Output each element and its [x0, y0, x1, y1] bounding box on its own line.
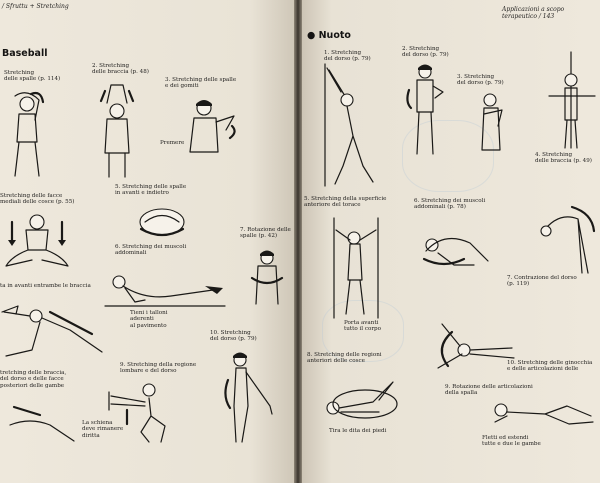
- note-tira-dita: Tira le dita dei piedi: [329, 428, 387, 434]
- caption-nuoto-10: 10. Stretching delle ginocchia e delle articolazioni delle: [507, 360, 593, 373]
- caption-nuoto-9: 9. Rotazione delle articolazioni della spalla: [445, 384, 533, 397]
- note-back-straight: La schiena deve rimanere diritta: [82, 420, 124, 439]
- section-title-nuoto: ● Nuoto: [307, 30, 351, 41]
- right-page: [302, 0, 600, 483]
- figure-shoulder-rotation: [248, 248, 286, 306]
- caption-nuoto-6: 6. Stretching dei muscoli addominali (p. 78): [414, 198, 486, 211]
- caption-nuoto-3: 3. Stretching del dorso (p. 79): [457, 74, 504, 87]
- note-porta-avanti: Porta avanti tutto il corpo: [344, 320, 381, 333]
- figure-arms-forward-lunge: [0, 300, 110, 360]
- caption-nuoto-2: 2. Stretching del dorso (p. 79): [402, 46, 449, 59]
- figure-nuoto-7: [538, 205, 596, 275]
- figure-shoulder-stretch: [5, 90, 50, 180]
- figure-arms-back-legs: [10, 395, 80, 445]
- figure-nuoto-6: [414, 225, 494, 270]
- caption-shoulder-elbow-stretch: 3. Stretching delle spalle e dei gomiti: [165, 77, 237, 90]
- caption-shoulder-rotation: 7. Rotazione delle spalle (p. 42): [240, 227, 291, 240]
- figure-shoulder-elbow-press: [180, 96, 240, 166]
- left-running-header: / Sfruttu + Stretching: [2, 3, 69, 10]
- figure-nuoto-4: [547, 50, 597, 150]
- right-running-header: Applicazioni a scopo terapeutico / 143: [502, 6, 565, 20]
- figure-back-stretch: [222, 350, 277, 445]
- caption-inner-thigh-stretch: Stretching delle facce mediali delle cosce (p. 55): [0, 193, 75, 206]
- figure-nuoto-8: [317, 372, 407, 422]
- caption-nuoto-5: 5. Stretching della superficie anteriore del torace: [304, 196, 387, 209]
- figure-lumbar-squat: [105, 380, 180, 445]
- caption-nuoto-1: 1. Stretching del dorso (p. 79): [324, 50, 371, 63]
- figure-nuoto-9: [432, 318, 527, 378]
- figure-arm-stretch: [95, 83, 140, 178]
- figure-abdominal-stretch: [105, 266, 225, 311]
- note-heels-flat: Tieni i talloni aderenti al pavimento: [130, 310, 168, 329]
- caption-nuoto-4: 4. Stretching delle braccia (p. 49): [535, 152, 592, 165]
- figure-inner-thigh: [2, 212, 72, 272]
- caption-back-stretch-10: 10. Stretching del dorso (p. 79): [210, 330, 257, 343]
- caption-arms-back-legs: tretching delle braccia, del dorso e delle facce posteriori delle gambe: [0, 370, 67, 389]
- caption-shoulder-forward-back: 5. Stretching delle spalle in avanti e indietro: [115, 184, 187, 197]
- figure-shoulder-forward-back: [135, 205, 190, 240]
- caption-arms-forward: ta in avanti entrambe le braccia: [0, 283, 91, 289]
- section-title-nuoto-text: Nuoto: [318, 30, 351, 41]
- figure-nuoto-2: [405, 62, 445, 157]
- figure-nuoto-10: [487, 392, 597, 434]
- note-premere: Premere: [160, 140, 185, 146]
- figure-nuoto-1: [317, 62, 377, 187]
- caption-nuoto-7: 7. Contrazione del dorso (p. 119): [507, 275, 577, 288]
- book-gutter: [294, 0, 302, 483]
- caption-abdominal-stretch: 6. Stretching dei muscoli addominali: [115, 244, 187, 257]
- caption-nuoto-8: 8. Stretching delle regioni anteriori delle cosce: [307, 352, 382, 365]
- caption-shoulder-stretch: Stretching delle spalle (p. 114): [4, 70, 61, 83]
- figure-nuoto-3: [472, 90, 512, 170]
- note-fletti: Fletti ed estendi tutte e due le gambe: [482, 435, 541, 448]
- section-title-baseball: Baseball: [2, 48, 48, 59]
- caption-arm-stretch: 2. Stretching delle braccia (p. 48): [92, 63, 149, 76]
- figure-nuoto-5: [320, 218, 390, 318]
- caption-lumbar-stretch: 9. Stretching della regione lombare e del dorso: [120, 362, 197, 375]
- left-page: [0, 0, 294, 483]
